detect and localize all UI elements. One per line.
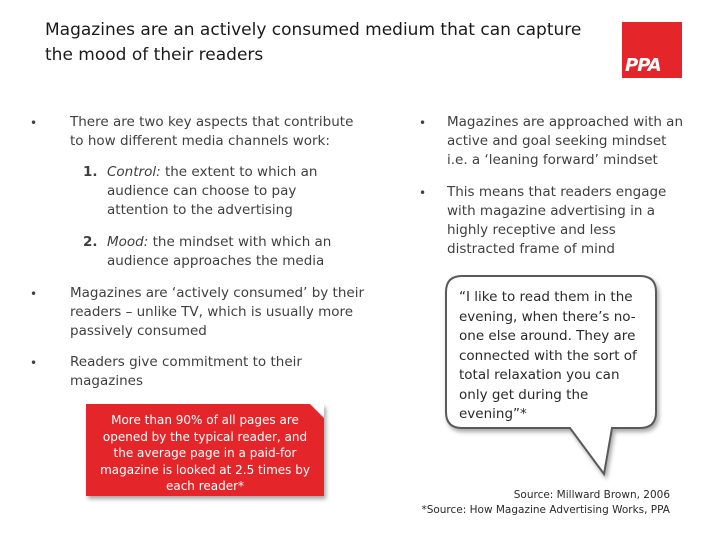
left-bullet-key-aspects: There are two key aspects that contribute to how different media channels work: [70,114,354,149]
right-bullet-goal-seeking: Magazines are approached with an active and goal seeking mindset i.e. a ‘leaning forward’ mindset [447,114,684,168]
left-bullet-actively-consumed: Magazines are ‘actively consumed’ by their readers – unlike TV, which is usually more passively consumed [70,285,365,339]
bullet-glyph: • [419,116,427,130]
right-bullet-receptive: This means that readers engage with magazine advertising in a highly receptive and less distracted frame of mind [447,184,667,257]
reader-quote: “I like to read them in the evening, when there’s no-one else around. They are connected with the sort of total relaxation you can only get during the evening”* [459,289,637,422]
item-term: Control: [107,164,161,180]
item-number: 1. [83,164,98,180]
source-ppa: *Source: How Magazine Advertising Works, PPA [421,504,670,516]
item-text: the extent to which an audience can choose to pay attention to the advertising [107,164,318,218]
left-bullet-commitment: Readers give commitment to their magazines [70,354,302,389]
slide-title: Magazines are an actively consumed medium that can capture the mood of their readers [45,20,582,65]
statistic-callout-text: More than 90% of all pages are opened by the typical reader, and the average page in a paid-for magazine is looked at 2.5 times by each reader* [100,413,310,493]
source-millward-brown: Source: Millward Brown, 2006 [513,489,670,501]
bullet-glyph: • [30,287,38,301]
bullet-glyph: • [419,186,427,200]
bullet-glyph: • [30,116,38,130]
bullet-glyph: • [30,356,38,370]
item-number: 2. [83,234,98,250]
item-text: the mindset with which an audience approaches the media [107,234,332,269]
ppa-logo-text: PPA [625,55,661,76]
item-term: Mood: [107,234,149,250]
